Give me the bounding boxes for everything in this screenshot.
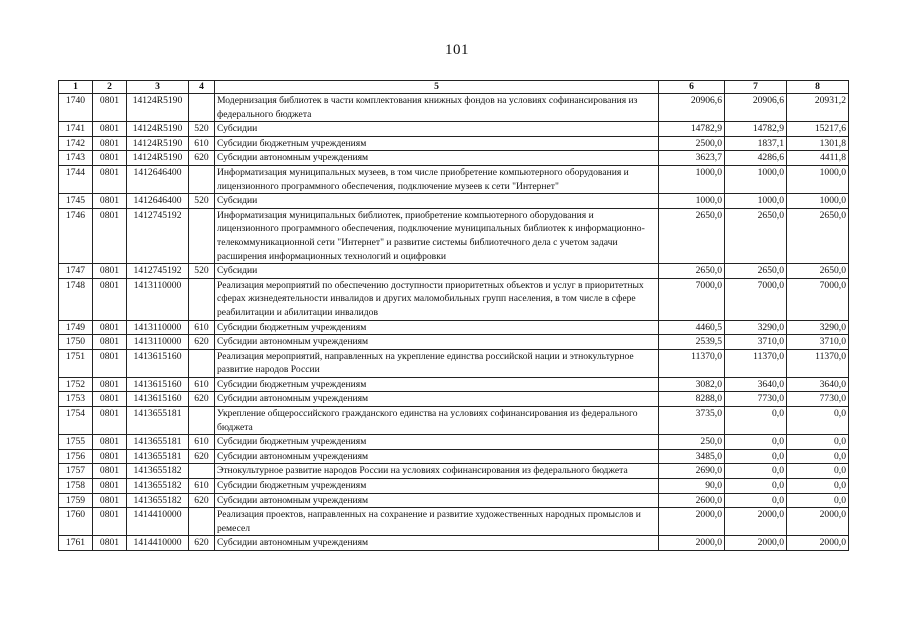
value-col-6-cell: 1000,0 [659, 194, 725, 209]
target-article-cell: 1412745192 [127, 264, 189, 279]
target-article-cell: 1412745192 [127, 208, 189, 263]
value-col-8-cell: 1301,8 [787, 136, 849, 151]
target-article-cell: 1413110000 [127, 335, 189, 350]
section-code-cell: 0801 [93, 464, 127, 479]
value-col-6-cell: 2650,0 [659, 208, 725, 263]
description-cell: Субсидии [215, 264, 659, 279]
value-col-7-cell: 7730,0 [725, 392, 787, 407]
value-col-7-cell: 3640,0 [725, 377, 787, 392]
expense-type-cell [189, 508, 215, 536]
row-number-cell: 1755 [59, 435, 93, 450]
value-col-7-cell: 2650,0 [725, 264, 787, 279]
value-col-8-cell: 0,0 [787, 493, 849, 508]
value-col-8-cell: 0,0 [787, 407, 849, 435]
target-article-cell: 1413655181 [127, 407, 189, 435]
table-row [59, 377, 849, 392]
value-col-7-cell: 3710,0 [725, 335, 787, 350]
value-col-7-cell: 2650,0 [725, 208, 787, 263]
value-col-6-cell: 14782,9 [659, 122, 725, 137]
table-row [59, 264, 849, 279]
value-col-6-cell: 11370,0 [659, 349, 725, 377]
header-col-2: 2 [93, 81, 127, 94]
value-col-8-cell: 2650,0 [787, 208, 849, 263]
row-number-cell: 1752 [59, 377, 93, 392]
table-row [59, 335, 849, 350]
value-col-6-cell: 8288,0 [659, 392, 725, 407]
value-col-8-cell: 0,0 [787, 479, 849, 494]
value-col-8-cell: 0,0 [787, 464, 849, 479]
section-code-cell: 0801 [93, 136, 127, 151]
description-cell: Субсидии автономным учреждениям [215, 536, 659, 551]
header-col-4: 4 [189, 81, 215, 94]
row-number-cell: 1740 [59, 94, 93, 122]
section-code-cell: 0801 [93, 493, 127, 508]
header-col-3: 3 [127, 81, 189, 94]
table-row [59, 349, 849, 377]
value-col-8-cell: 2650,0 [787, 264, 849, 279]
value-col-7-cell: 0,0 [725, 449, 787, 464]
value-col-6-cell: 90,0 [659, 479, 725, 494]
header-col-1: 1 [59, 81, 93, 94]
expense-type-cell: 520 [189, 194, 215, 209]
expense-type-cell [189, 464, 215, 479]
target-article-cell: 1414410000 [127, 536, 189, 551]
row-number-cell: 1761 [59, 536, 93, 551]
expense-type-cell [189, 278, 215, 320]
row-number-cell: 1749 [59, 320, 93, 335]
table-row [59, 94, 849, 122]
section-code-cell: 0801 [93, 377, 127, 392]
description-cell: Модернизация библиотек в части комплектования книжных фондов на условиях софинансирования из федерального бюджета [215, 94, 659, 122]
value-col-6-cell: 250,0 [659, 435, 725, 450]
section-code-cell: 0801 [93, 264, 127, 279]
description-cell: Субсидии бюджетным учреждениям [215, 435, 659, 450]
value-col-7-cell: 11370,0 [725, 349, 787, 377]
expense-type-cell [189, 94, 215, 122]
section-code-cell: 0801 [93, 536, 127, 551]
expense-type-cell: 620 [189, 449, 215, 464]
description-cell: Субсидии автономным учреждениям [215, 151, 659, 166]
value-col-8-cell: 1000,0 [787, 165, 849, 193]
value-col-6-cell: 2539,5 [659, 335, 725, 350]
table-row [59, 449, 849, 464]
expense-type-cell: 620 [189, 392, 215, 407]
value-col-6-cell: 1000,0 [659, 165, 725, 193]
table-row [59, 392, 849, 407]
description-cell: Укрепление общероссийского гражданского единства на условиях софинансирования из федерального бюджета [215, 407, 659, 435]
expense-type-cell [189, 208, 215, 263]
value-col-6-cell: 3082,0 [659, 377, 725, 392]
value-col-6-cell: 2000,0 [659, 508, 725, 536]
row-number-cell: 1741 [59, 122, 93, 137]
expense-type-cell [189, 407, 215, 435]
target-article-cell: 1412646400 [127, 165, 189, 193]
section-code-cell: 0801 [93, 335, 127, 350]
row-number-cell: 1747 [59, 264, 93, 279]
section-code-cell: 0801 [93, 151, 127, 166]
value-col-7-cell: 20906,6 [725, 94, 787, 122]
row-number-cell: 1758 [59, 479, 93, 494]
target-article-cell: 1413615160 [127, 349, 189, 377]
section-code-cell: 0801 [93, 449, 127, 464]
expense-type-cell: 520 [189, 264, 215, 279]
row-number-cell: 1751 [59, 349, 93, 377]
header-col-5: 5 [215, 81, 659, 94]
target-article-cell: 1413110000 [127, 278, 189, 320]
expense-type-cell: 610 [189, 320, 215, 335]
section-code-cell: 0801 [93, 349, 127, 377]
row-number-cell: 1744 [59, 165, 93, 193]
target-article-cell: 1413655182 [127, 493, 189, 508]
target-article-cell: 1414410000 [127, 508, 189, 536]
table-row [59, 508, 849, 536]
target-article-cell: 1413110000 [127, 320, 189, 335]
description-cell: Субсидии бюджетным учреждениям [215, 479, 659, 494]
row-number-cell: 1745 [59, 194, 93, 209]
table-row [59, 278, 849, 320]
section-code-cell: 0801 [93, 508, 127, 536]
description-cell: Реализация мероприятий по обеспечению доступности приоритетных объектов и услуг в приоритетных сферах жизнедеятельности инвалидов и других маломобильных групп населения, в том числе в сфере реабилитации и абилитации инвалидов [215, 278, 659, 320]
expense-type-cell [189, 349, 215, 377]
value-col-7-cell: 0,0 [725, 407, 787, 435]
section-code-cell: 0801 [93, 320, 127, 335]
target-article-cell: 1412646400 [127, 194, 189, 209]
table-row [59, 407, 849, 435]
page-number: 101 [445, 42, 469, 58]
header-col-8: 8 [787, 81, 849, 94]
value-col-6-cell: 20906,6 [659, 94, 725, 122]
value-col-7-cell: 1000,0 [725, 194, 787, 209]
section-code-cell: 0801 [93, 278, 127, 320]
value-col-6-cell: 7000,0 [659, 278, 725, 320]
value-col-8-cell: 15217,6 [787, 122, 849, 137]
section-code-cell: 0801 [93, 407, 127, 435]
row-number-cell: 1742 [59, 136, 93, 151]
row-number-cell: 1746 [59, 208, 93, 263]
expense-type-cell: 620 [189, 493, 215, 508]
expense-type-cell: 610 [189, 377, 215, 392]
table-row [59, 151, 849, 166]
value-col-6-cell: 3623,7 [659, 151, 725, 166]
value-col-8-cell: 3710,0 [787, 335, 849, 350]
value-col-8-cell: 2000,0 [787, 536, 849, 551]
description-cell: Реализация мероприятий, направленных на укрепление единства российской нации и этнокультурное развитие народов России [215, 349, 659, 377]
value-col-7-cell: 1837,1 [725, 136, 787, 151]
section-code-cell: 0801 [93, 479, 127, 494]
target-article-cell: 1413655181 [127, 435, 189, 450]
description-cell: Информатизация муниципальных библиотек, приобретение компьютерного оборудования и лицензионного программного обеспечения, подключение муниципальных библиотек к информационно-телекоммуникационной сети "Интернет" и развитие системы библиотечного дела с учетом задачи расширения информационных технологий и оцифровки [215, 208, 659, 263]
value-col-6-cell: 2650,0 [659, 264, 725, 279]
value-col-6-cell: 4460,5 [659, 320, 725, 335]
header-col-7: 7 [725, 81, 787, 94]
target-article-cell: 1413655182 [127, 479, 189, 494]
value-col-7-cell: 7000,0 [725, 278, 787, 320]
target-article-cell: 14124R5190 [127, 151, 189, 166]
description-cell: Субсидии автономным учреждениям [215, 335, 659, 350]
table-header-row [59, 81, 849, 94]
table-row [59, 536, 849, 551]
expense-type-cell: 610 [189, 435, 215, 450]
value-col-6-cell: 2000,0 [659, 536, 725, 551]
header-col-6: 6 [659, 81, 725, 94]
value-col-8-cell: 2000,0 [787, 508, 849, 536]
description-cell: Субсидии [215, 122, 659, 137]
budget-table [58, 80, 849, 551]
description-cell: Субсидии бюджетным учреждениям [215, 136, 659, 151]
target-article-cell: 1413615160 [127, 377, 189, 392]
section-code-cell: 0801 [93, 94, 127, 122]
target-article-cell: 1413655181 [127, 449, 189, 464]
expense-type-cell: 610 [189, 136, 215, 151]
table-row [59, 435, 849, 450]
table-row [59, 493, 849, 508]
description-cell: Субсидии бюджетным учреждениям [215, 377, 659, 392]
table-row [59, 122, 849, 137]
value-col-7-cell: 0,0 [725, 479, 787, 494]
value-col-7-cell: 0,0 [725, 493, 787, 508]
value-col-8-cell: 11370,0 [787, 349, 849, 377]
section-code-cell: 0801 [93, 392, 127, 407]
row-number-cell: 1748 [59, 278, 93, 320]
table-row [59, 479, 849, 494]
table-row [59, 136, 849, 151]
description-cell: Субсидии автономным учреждениям [215, 449, 659, 464]
description-cell: Информатизация муниципальных музеев, в том числе приобретение компьютерного оборудования и лицензионного программного обеспечения, подключение музеев к сети "Интернет" [215, 165, 659, 193]
value-col-8-cell: 3290,0 [787, 320, 849, 335]
section-code-cell: 0801 [93, 208, 127, 263]
expense-type-cell: 620 [189, 151, 215, 166]
value-col-8-cell: 7000,0 [787, 278, 849, 320]
description-cell: Субсидии автономным учреждениям [215, 493, 659, 508]
value-col-6-cell: 2600,0 [659, 493, 725, 508]
description-cell: Реализация проектов, направленных на сохранение и развитие художественных народных промыслов и ремесел [215, 508, 659, 536]
table-row [59, 464, 849, 479]
section-code-cell: 0801 [93, 435, 127, 450]
table-row [59, 194, 849, 209]
row-number-cell: 1750 [59, 335, 93, 350]
value-col-6-cell: 2690,0 [659, 464, 725, 479]
row-number-cell: 1759 [59, 493, 93, 508]
value-col-8-cell: 20931,2 [787, 94, 849, 122]
description-cell: Этнокультурное развитие народов России на условиях софинансирования из федерального бюджета [215, 464, 659, 479]
table-row [59, 208, 849, 263]
value-col-7-cell: 14782,9 [725, 122, 787, 137]
value-col-7-cell: 2000,0 [725, 508, 787, 536]
target-article-cell: 1413615160 [127, 392, 189, 407]
table-row [59, 320, 849, 335]
section-code-cell: 0801 [93, 194, 127, 209]
expense-type-cell: 620 [189, 335, 215, 350]
expense-type-cell: 610 [189, 479, 215, 494]
value-col-7-cell: 1000,0 [725, 165, 787, 193]
table-body [59, 94, 849, 551]
value-col-8-cell: 7730,0 [787, 392, 849, 407]
expense-type-cell: 620 [189, 536, 215, 551]
target-article-cell: 14124R5190 [127, 136, 189, 151]
row-number-cell: 1760 [59, 508, 93, 536]
value-col-7-cell: 3290,0 [725, 320, 787, 335]
section-code-cell: 0801 [93, 122, 127, 137]
row-number-cell: 1757 [59, 464, 93, 479]
value-col-6-cell: 3735,0 [659, 407, 725, 435]
value-col-8-cell: 3640,0 [787, 377, 849, 392]
row-number-cell: 1756 [59, 449, 93, 464]
value-col-6-cell: 3485,0 [659, 449, 725, 464]
value-col-7-cell: 2000,0 [725, 536, 787, 551]
value-col-6-cell: 2500,0 [659, 136, 725, 151]
value-col-7-cell: 4286,6 [725, 151, 787, 166]
description-cell: Субсидии автономным учреждениям [215, 392, 659, 407]
table-row [59, 165, 849, 193]
row-number-cell: 1753 [59, 392, 93, 407]
expense-type-cell: 520 [189, 122, 215, 137]
section-code-cell: 0801 [93, 165, 127, 193]
target-article-cell: 14124R5190 [127, 122, 189, 137]
description-cell: Субсидии бюджетным учреждениям [215, 320, 659, 335]
value-col-8-cell: 0,0 [787, 435, 849, 450]
target-article-cell: 14124R5190 [127, 94, 189, 122]
description-cell: Субсидии [215, 194, 659, 209]
value-col-8-cell: 1000,0 [787, 194, 849, 209]
value-col-8-cell: 0,0 [787, 449, 849, 464]
value-col-8-cell: 4411,8 [787, 151, 849, 166]
value-col-7-cell: 0,0 [725, 435, 787, 450]
row-number-cell: 1754 [59, 407, 93, 435]
value-col-7-cell: 0,0 [725, 464, 787, 479]
target-article-cell: 1413655182 [127, 464, 189, 479]
row-number-cell: 1743 [59, 151, 93, 166]
expense-type-cell [189, 165, 215, 193]
